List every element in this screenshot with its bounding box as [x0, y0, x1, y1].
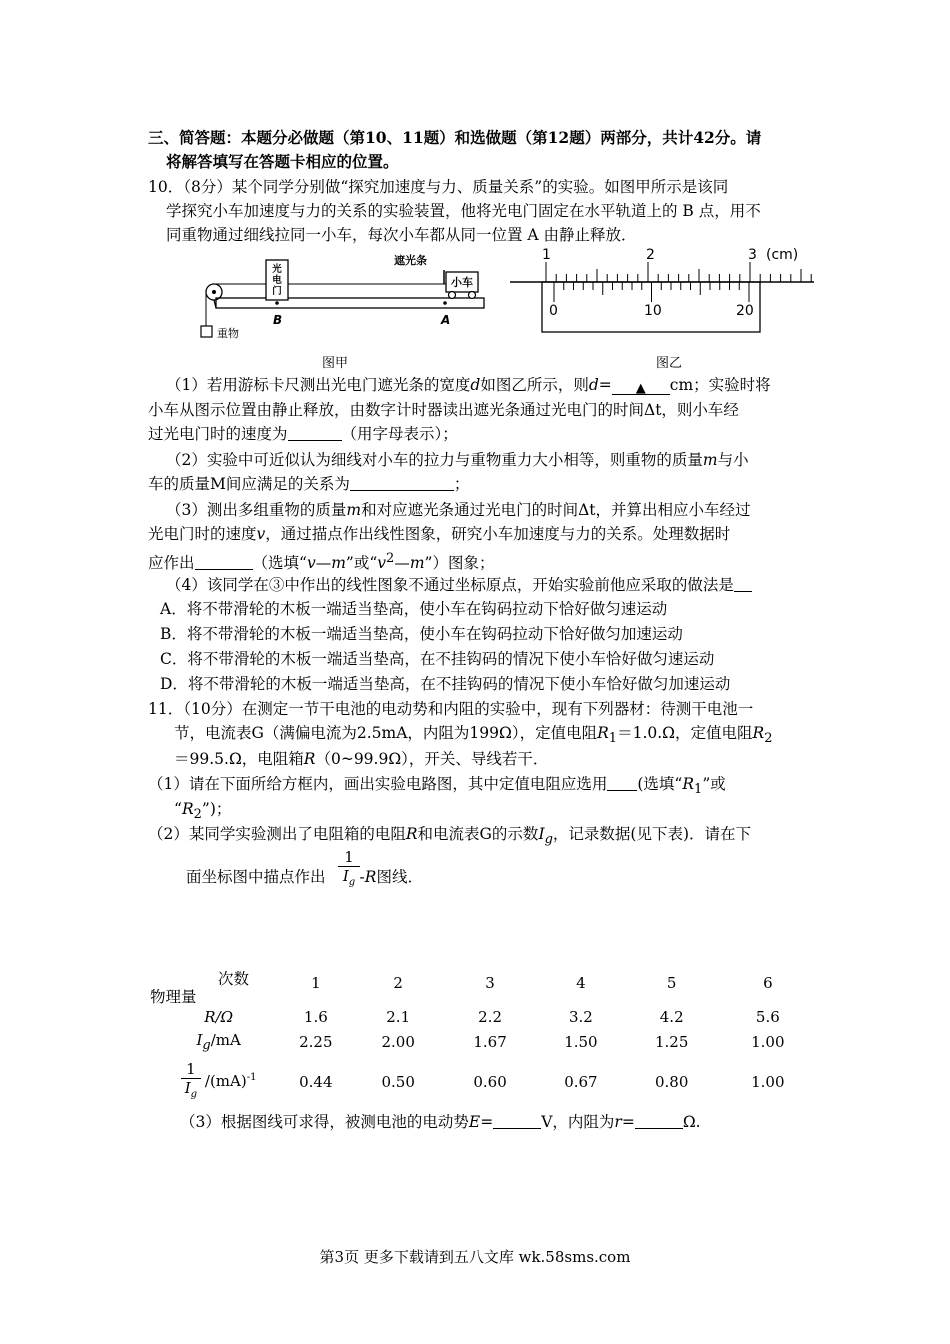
q11-score: （10分） [183, 700, 242, 718]
q10-p4-blank[interactable] [734, 575, 752, 592]
strip-label: 遮光条 [394, 254, 427, 267]
q10-p2-text-a: （2）实验中可近似认为细线对小车的拉力与重物重力大小相等，则重物的质量 [166, 451, 703, 469]
figure-b-vernier [508, 242, 818, 338]
q10-p3-text-b: 和对应遮光条通过光电门的时间Δt，并算出相应小车经过 [361, 501, 751, 519]
row-frac-I: I [184, 1079, 191, 1097]
table-cell: 2.1 [386, 1007, 411, 1026]
q10-p3-text-e: 应作出 [148, 554, 195, 573]
q11-p2-R-2: R [364, 868, 377, 886]
q11-part2-line-1 [148, 823, 751, 851]
table-col-header: 3 [485, 974, 495, 992]
table-cell: 3.2 [568, 1007, 593, 1026]
table-cell: 2.2 [478, 1007, 502, 1026]
q10-part2-line-1 [166, 449, 749, 471]
table-cell: 0.60 [473, 1073, 507, 1091]
q10-option-d[interactable]: D．将不带滑轮的木板一端适当垫高，在不挂钩码的情况下使小车恰好做匀加速运动 [160, 675, 731, 693]
table-row [168, 1004, 808, 1029]
row-label-inverse [168, 1054, 269, 1110]
q10-p3-m: m [346, 501, 362, 519]
q10-part1-line-2: 小车从图示位置由静止释放，由数字计时器读出遮光条通过光电门的时间Δt，则小车经 [148, 401, 739, 419]
section-title-line-1: 三、简答题：本题分必做题（第10、11题）和选做题（第12题）两部分，共计42分。请 [148, 128, 762, 147]
row-label-R-text: R/Ω [204, 1007, 234, 1026]
q11-R-box: R [303, 750, 316, 768]
q11-p2-R: R [405, 825, 418, 843]
q11-intro-text: 在测定一节干电池的电动势和内阻的实验中，现有下列器材：待测干电池一 [241, 700, 754, 718]
q10-p1-text-b: 如图乙所示，则 [480, 376, 589, 394]
q10-intro-line-3: 同重物通过细线拉同一小车，每次小车都从同一位置 A 由静止释放． [166, 226, 637, 244]
table-cell: 5.6 [755, 1007, 780, 1026]
q10-part1-line-3 [148, 423, 458, 445]
q11-p1-R1: R [682, 775, 695, 793]
q10-p3-text-g: ”或“ [345, 554, 378, 573]
q11-p1-R1-sub: 1 [694, 782, 703, 798]
weight-label: 重物 [217, 327, 239, 340]
q11-p2-text-c: ，记录数据(见下表)．请在下 [552, 825, 751, 843]
table-cell: 1.67 [473, 1032, 507, 1051]
row-label-I: I [196, 1030, 203, 1049]
page-footer[interactable]: 第3页 更多下载请到五八文库 wk.58sms.com [319, 1248, 631, 1266]
q11-p1-text-d: “ [174, 800, 182, 818]
q10-p2-m: m [702, 451, 718, 469]
q10-part1-line-1 [166, 374, 771, 396]
table-col-header: 5 [666, 974, 677, 992]
q11-p2-text-a: （2）某同学实验测出了电阻箱的电阻 [148, 825, 406, 843]
table-col-header: 2 [393, 974, 403, 992]
q10-p1-velocity-blank[interactable] [288, 424, 342, 441]
q10-part2-line-2 [148, 473, 469, 495]
vernier-label-0: 0 [549, 303, 558, 319]
q11-p3-eq-1: = [480, 1113, 494, 1131]
row-label-I-sub: g [202, 1037, 211, 1053]
q11-p3-text-c: Ω. [682, 1113, 701, 1131]
q11-p3-E: E [468, 1113, 481, 1131]
q11-R1-sub: 1 [608, 731, 618, 747]
point-A-label: A [441, 313, 451, 327]
q11-R1: R [597, 724, 609, 742]
q10-p3-text-a: （3）测出多组重物的质量 [166, 501, 347, 519]
table-row [168, 1029, 808, 1054]
fraction-I-sub: g [348, 877, 356, 888]
q10-p1-text-e: 过光电门时的速度为 [148, 425, 288, 443]
figure-a-apparatus [196, 250, 496, 350]
q10-intro-text: 某个同学分别做“探究加速度与力、质量关系”的实验。如图甲所示是该同 [231, 178, 729, 196]
q11-intro-text-c: ＝1.0.Ω，定值电阻 [617, 724, 753, 742]
row-label-I-unit: /mA [210, 1030, 241, 1049]
q10-p3-option-1: v—m [306, 554, 346, 573]
q11-p1-text-a: （1）请在下面所给方框内，画出实验电路图，其中定值电阻应选用 [148, 775, 608, 793]
table-col-header: 4 [576, 974, 586, 992]
vernier-label-10: 10 [644, 303, 662, 319]
gate-label-2: 电 [272, 275, 282, 286]
fraction-I: I [342, 867, 349, 885]
cart-label: 小车 [451, 276, 473, 289]
q10-part3-line-1 [166, 499, 751, 521]
q10-p3-graph-blank[interactable] [195, 553, 253, 570]
q10-p3-option-2-m: —m [394, 554, 425, 573]
q11-intro-line-2 [174, 722, 772, 750]
main-scale-label-1: 1 [542, 247, 551, 263]
q10-p1-text-f: （用字母表示）； [341, 425, 458, 443]
row-label-Ig [168, 1029, 269, 1054]
q11-p1-resistor-blank[interactable] [607, 774, 637, 791]
table-cell: 0.44 [299, 1073, 333, 1091]
q11-p3-text-a: （3）根据图线可求得，被测电池的电动势 [180, 1113, 469, 1131]
q10-option-a[interactable]: A．将不带滑轮的木板一端适当垫高，使小车在钩码拉动下恰好做匀速运动 [160, 600, 668, 618]
q10-part4-line [166, 574, 752, 596]
q10-p3-text-f: （选填“ [252, 554, 307, 573]
row-label-inv-unit: /(mA) [204, 1072, 247, 1090]
table-corner-top: 次数 [218, 970, 250, 988]
q11-p2-text-d: 面坐标图中描点作出 [186, 868, 326, 886]
q10-p3-option-2-v: v [377, 554, 387, 573]
q10-p3-option-2-exp: 2 [386, 551, 395, 566]
q11-p1-R2: R [181, 800, 194, 818]
internal-resistance-blank[interactable] [635, 1112, 683, 1129]
gate-label-1: 光 [272, 264, 282, 275]
q11-R2-sub: 2 [764, 731, 773, 747]
q11-intro-line-3 [174, 748, 548, 770]
q11-p2-text-f: 图线． [376, 868, 423, 886]
fraction-numerator: 1 [338, 848, 360, 867]
row-label-inv-exp: -1 [246, 1072, 257, 1083]
vernier-label-20: 20 [736, 303, 754, 319]
q11-intro-text-d: ＝99.5.Ω，电阻箱 [174, 750, 304, 768]
q10-p1-eq: = [598, 376, 612, 394]
q11-p1-text-e: ”)； [201, 800, 232, 818]
q10-p4-text: （4）该同学在③中作出的线性图象不通过坐标原点，开始实验前他应采取的做法是 [166, 576, 734, 594]
q11-part2-line-2 [186, 866, 423, 888]
q10-option-b[interactable]: B．将不带滑轮的木板一端适当垫高，使小车在钩码拉动下恰好做匀加速运动 [160, 625, 683, 643]
q11-p1-text-b: (选填“ [637, 775, 683, 793]
table-row [168, 1054, 808, 1110]
table-cell: 1.50 [564, 1032, 598, 1051]
table-cell: 2.00 [381, 1032, 415, 1051]
table-col-header: 1 [311, 974, 321, 992]
main-scale-label-2: 2 [646, 247, 655, 263]
q10-p2-text-c: 车的质量M间应满足的关系为 [148, 475, 350, 493]
main-scale-label-3: 3 [748, 247, 757, 263]
inverse-Ig-fraction [338, 848, 360, 892]
q10-p3-text-h: ”）图象； [424, 554, 495, 573]
table-cell: 2.25 [299, 1032, 333, 1051]
q10-p1-d-2: d [588, 376, 599, 394]
q11-R2: R [752, 724, 765, 742]
table-header-row [168, 970, 808, 996]
q11-part3-line [180, 1111, 701, 1133]
row-label-R [168, 1004, 269, 1029]
q10-p3-text-c: 光电门时的速度 [148, 525, 257, 543]
q11-p2-text-e: - [359, 868, 365, 886]
q10-intro-line-2: 学探究小车加速度与力的关系的实验装置，他将光电门固定在水平轨道上的 B 点，用不 [166, 202, 761, 220]
gate-label-3: 门 [272, 286, 282, 297]
data-table-body [168, 1004, 808, 1110]
q11-p2-text-b: 和电流表G的示数 [417, 825, 539, 843]
point-B-label: B [273, 313, 283, 327]
q10-p1-answer-blank[interactable] [612, 378, 670, 395]
q10-part3-line-2 [148, 523, 730, 545]
table-col-header: 6 [763, 974, 773, 992]
emf-answer-blank[interactable] [493, 1112, 541, 1129]
table-cell: 4.2 [659, 1007, 684, 1026]
q10-p2-text-b: 与小 [717, 451, 749, 469]
table-corner-bottom: 物理量 [150, 988, 197, 1006]
q11-intro-line-1 [148, 698, 753, 720]
q11-number: 11． [148, 700, 184, 718]
table-cell: 0.67 [564, 1073, 598, 1091]
q11-intro-text-e: （0~99.9Ω），开关、导线若干． [315, 750, 549, 768]
q11-p2-I: I [538, 825, 545, 843]
fraction-denominator [338, 867, 360, 892]
q10-p2-text-d: ； [453, 475, 470, 493]
table-cell: 1.6 [303, 1007, 328, 1026]
triangle-mark-icon: ▲ [635, 381, 646, 396]
row-frac-I-sub: g [190, 1089, 198, 1100]
table-cell: 0.50 [381, 1073, 415, 1091]
q11-p3-r: r [614, 1113, 622, 1131]
q10-p1-text-a: （1）若用游标卡尺测出光电门遮光条的宽度 [166, 376, 471, 394]
q11-p1-text-c: ”或 [702, 775, 726, 793]
q10-p1-text-d: cm；实验时将 [669, 376, 771, 394]
q10-intro-line-1 [148, 176, 728, 198]
q10-p3-v: v [256, 525, 266, 543]
table-cell: 1.00 [751, 1073, 785, 1091]
q11-p1-R2-sub: 2 [193, 807, 202, 823]
q11-p3-eq-2: = [621, 1113, 635, 1131]
q10-option-c[interactable]: C．将不带滑轮的木板一端适当垫高，在不挂钩码的情况下使小车恰好做匀速运动 [160, 650, 715, 668]
main-scale-ticks [546, 262, 811, 282]
q11-intro-text-b: 节，电流表G（满偏电流为2.5mA，内阻为199Ω），定值电阻 [174, 724, 598, 742]
unit-label: (cm) [766, 247, 799, 263]
figure-b-caption: 图乙 [656, 356, 683, 371]
section-title-line-2: 将解答填写在答题卡相应的位置。 [166, 152, 399, 171]
q11-p3-text-b: V，内阻为 [541, 1113, 615, 1131]
q10-score: （8分） [183, 178, 232, 196]
q10-p3-text-d: ，通过描点作出线性图象，研究小车加速度与力的关系。处理数据时 [265, 525, 731, 543]
vernier-scale-ticks [554, 282, 749, 302]
row-frac-num: 1 [181, 1060, 201, 1079]
q11-p2-I-sub: g [544, 832, 553, 848]
q11-part1-line-2 [174, 798, 231, 826]
q10-part3-line-3 [148, 548, 494, 574]
figure-a-caption: 图甲 [322, 356, 349, 371]
q10-p2-relation-blank[interactable] [350, 474, 454, 491]
q10-number: 10． [148, 178, 184, 196]
table-cell: 1.00 [751, 1032, 785, 1051]
table-cell: 0.80 [655, 1073, 689, 1091]
table-cell: 1.25 [655, 1032, 689, 1051]
q11-part1-line-1 [148, 773, 726, 801]
q10-p1-d: d [470, 376, 481, 394]
